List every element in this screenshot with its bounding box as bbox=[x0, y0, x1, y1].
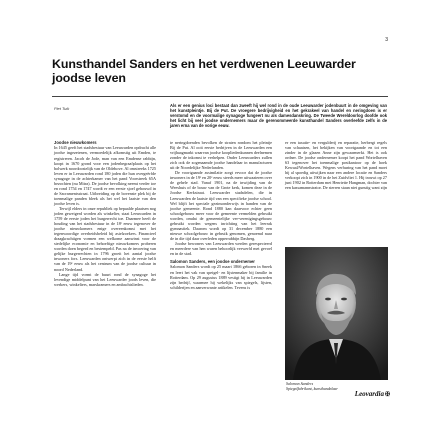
paragraph: Lange tijd vormt de buurt rond de synagoge het levendige middelpunt van het Leeuwarder joods leven, die werkers, winkeliers, marskramers en ambachtslieden. bbox=[54, 271, 156, 287]
portrait-photo bbox=[285, 247, 388, 380]
page-number: 3 bbox=[385, 37, 388, 43]
title-rule bbox=[52, 96, 388, 97]
caption-name: Salomon Sanders bbox=[286, 382, 314, 386]
column-3 bbox=[285, 140, 387, 190]
logo-mark-icon: ✠ bbox=[384, 392, 390, 398]
column-2 bbox=[170, 140, 272, 290]
paragraph: Salomon Sanders wordt op 25 maart 1866 geboren in Sneek en leert het vak van speigel- en lijstenmaker bij familie in Rotterdam. Op 29 augustus 1889 vestigt hij in Leeuwarden zijn bedrijf, waarmee hij wekelijks van spiegels, lijsten, schilderijen en aanverwante artikelen. Tevens is bbox=[170, 264, 272, 290]
section-heading: Joodse nieuwkomers bbox=[54, 140, 97, 145]
section-heading: Salomon Sanders, een joodse ondernemer bbox=[170, 259, 255, 265]
article-title: Kunsthandel Sanders en het verdwenen Leeuwarder joodse leven bbox=[52, 57, 356, 85]
paragraph: In 1645 geeft het stadsbestuur van Leeuwarden opdracht alle joodse ingezetenen, vermoedelijk afkomstig uit Emden, te registreren. Jacob de Jode, man van een Emdense rabbijn, koopt in 1670 grond voor een jodenbegraafplaats op het bolwerk noordoostelijk van de Oldehove. Al omstreeks 1725 leven er in Leeuwarden rond 180 joden die hun overgeërfde synagoge in de achterkamer van het pand Voorstreek 65A bezochten (nu Mitra). De joodse bevolking neemt verder toe en rond 1754 en 1747 wordt er een eerste sjoel gebouwd in de Sacramentsstraat. Uitbreiding op de bovenste plek bij de toenmalige panden bleek als het wel het laatste van den joodse leven is. bbox=[54, 145, 156, 206]
column-1 bbox=[54, 140, 156, 287]
paragraph: te neringdoenden bevolken de straten rondom het pleintje Bij de Put. Al ooit eerste bedrijven in de Leeuwarden een vrijhaagmarkt waarvan joodse koopliedenkunnen deelnemen zonder de inkomst te verhelpen. Onder Leeuwarders zullen zich ook de zogenaamde joodse handelaar in manufacturen uit de Noordelijke Nederlanden. bbox=[170, 140, 272, 171]
paragraph: er een taxatie- en vergulderij en reparatie, herbergt regels van schaatsen, het bekijken van voortgaande en tot een zinder in de glazen Anne zijn gewaarmerkt. Het is ook ordner. De joodse ondernemer koopt het pand Wortelhaven 63 tegenover het toenmalige postkantoor op de hoek Kewaal/Wortelhaven. Wegens verhuring van het pand moet hij al spoedig uitwijken naar een andere locatie en Sanders verkoopt zich in 1900 in de het Zuidvliet 1. Hij trouwt op 27 juni 1902 in Rotterdam met Henriette Hangman, dochter van een kassamannstrator. De sterren staan niet gunstig want zijn bbox=[285, 140, 387, 191]
author-byline: Piet Tuik bbox=[54, 106, 70, 111]
paragraph: De voortgaande assimilatie zorgt ervoor dat de joodse inwoners in de 19ᵉ en 20ᵉ eeuw steeds meer uitwaaieren over de gehele stad. Vanaf 1901, na de inwijding van de Weeshuis of de bouw van de Grote kerk, komen deze in de Joodse Kerkstraat. Leeuwarder stadsdelen, die in Leeuwarden de laatste tijd van een specifieke joodse school. Wel blijft het speciale gezinsonderwijs in handen van de joodse gemeente. Rond 1880 kan daarvoor echter geen schoolgebouw meer voor de gemeente vermelden gebruikt worden, omdat de gemeentelijke ver-verenigingsgebouw gebruikt worden wegens inrichting van het leerrak gymnastiek. Daarom wordt op 31 december 1880 een nieuwe schoolgebouw in gebruik genomen, genoemd naar de in die tijd daar overleden opperrabbijn Dasberg. bbox=[170, 170, 272, 241]
leovardia-logo bbox=[355, 390, 390, 398]
logo-text: Leovardia bbox=[354, 390, 384, 398]
paragraph: Joodse bewoners van Leeuwarden werden gerespecteerd en meerdere van hen waren behoorlijk verwerfd met gevoel en in de stad. bbox=[170, 240, 272, 257]
caption-role: Spiegelfabrikant, kunsthandelaar bbox=[286, 386, 338, 391]
article-intro: Als er een genius loci bestaat dan zweeft hij wel rond in de oude Leeuwarder jodenbuurt in de omgeving van het kunstpleintje. Bij de Put. De vroegere bedrijvigheid en het gekrakeel van handel en neringdoen is er verstomd en de voormalige synagoge fungeert nu als damesdanskring. De Tweede Wereldoorlog doofde ook het licht bij veel joodse ondernemers maar de gerenommeerde kunsthandel Sanders overleefde zelfs in de jaren erna van de vorige eeuw. bbox=[170, 103, 387, 129]
paragraph: Terwijl elders in onze republiek op bepaalde plaatsen nog joden geweigerd worden als winkelier, staat Leeuwarden in 1759 de eerste joden het burgerrecht toe. Daarmee heeft de houding van het stadsbestuur in de 18ᵉ eeuw tegenover de joodse nieuwkomers enige overeenkomst met het tegenwoordige overheidsbeleid bij asielzoekers. Financieel draagkrachtigen vormen een welkome aanwinst voor de stedelijke economie en behoeftige nieuwkomers proberen worden doen begerd en bestempeld. Pas na de invoering van gelijke burgerrechten in 1796 groeit het aantal joodse inwoners fors. Leeuwarden ontwerpt zich in de eerste helft van de 19ᵉ eeuw als het centrum van de joodse cultuur in noord Nederland. bbox=[54, 205, 156, 272]
